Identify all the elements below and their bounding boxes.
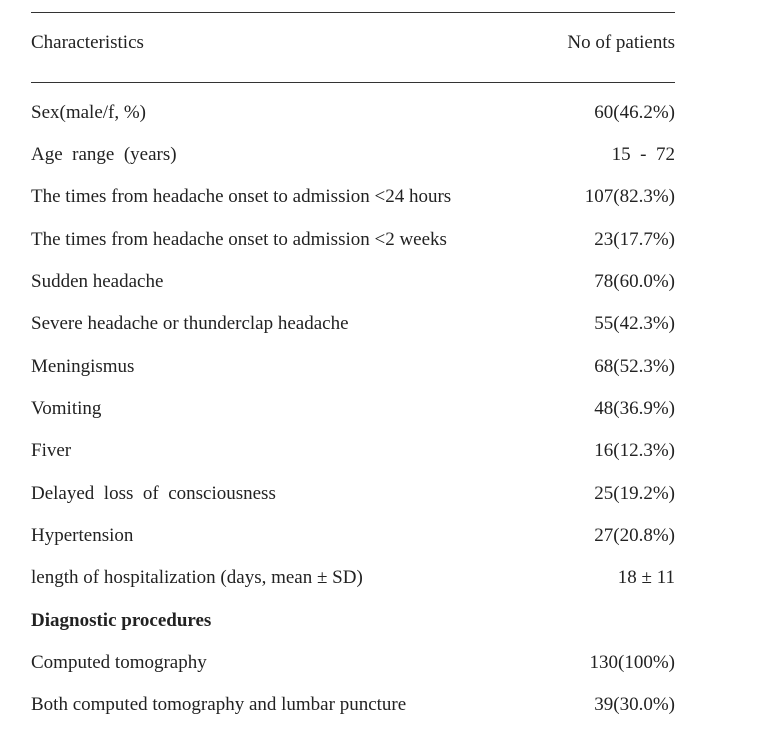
row-value: 60(46.2%) [594, 102, 675, 123]
header-rule [31, 82, 675, 83]
table-row [31, 98, 675, 128]
row-label: The times from headache onset to admission <24 hours [31, 186, 452, 207]
row-label: Meningismus [31, 356, 135, 377]
table-row [31, 225, 675, 255]
table-row [31, 648, 675, 678]
row-label: Delayed loss of consciousness [31, 483, 276, 504]
row-label: Age range (years) [31, 144, 177, 165]
row-value: 107(82.3%) [584, 186, 675, 207]
top-rule [31, 12, 675, 13]
row-label: Severe headache or thunderclap headache [31, 313, 349, 334]
row-value: 55(42.3%) [594, 313, 675, 334]
table-row [31, 563, 675, 593]
table-row [31, 267, 675, 297]
section-heading: Diagnostic procedures [31, 610, 212, 631]
row-value: 39(30.0%) [594, 694, 675, 715]
row-value: 16(12.3%) [594, 440, 675, 461]
row-label: Vomiting [31, 398, 102, 419]
row-value: 48(36.9%) [594, 398, 675, 419]
row-label: length of hospitalization (days, mean ± SD) [31, 567, 363, 588]
row-label: Hypertension [31, 525, 134, 546]
row-label: The times from headache onset to admission <2 weeks [31, 229, 447, 250]
table-row [31, 479, 675, 509]
table-row [31, 521, 675, 551]
row-label: Sudden headache [31, 271, 164, 292]
table-row [31, 182, 675, 212]
table-row [31, 309, 675, 339]
table-row [31, 436, 675, 466]
table-row [31, 140, 675, 170]
row-value: 15 - 72 [611, 144, 675, 165]
table-row [31, 394, 675, 424]
row-value: 18 ± 11 [617, 567, 675, 588]
row-value: 23(17.7%) [594, 229, 675, 250]
header-characteristics: Characteristics [31, 32, 144, 53]
table-row [31, 352, 675, 382]
row-label: Both computed tomography and lumbar puncture [31, 694, 407, 715]
row-value: 78(60.0%) [594, 271, 675, 292]
header-patients: No of patients [567, 32, 675, 53]
section-heading-row [31, 606, 675, 636]
row-value: 130(100%) [589, 652, 675, 673]
row-value: 27(20.8%) [594, 525, 675, 546]
table-row [31, 690, 675, 720]
row-value: 68(52.3%) [594, 356, 675, 377]
table-header [31, 28, 675, 58]
row-label: Fiver [31, 440, 72, 461]
row-label: Computed tomography [31, 652, 207, 673]
row-label: Sex(male/f, %) [31, 102, 147, 123]
row-value: 25(19.2%) [594, 483, 675, 504]
